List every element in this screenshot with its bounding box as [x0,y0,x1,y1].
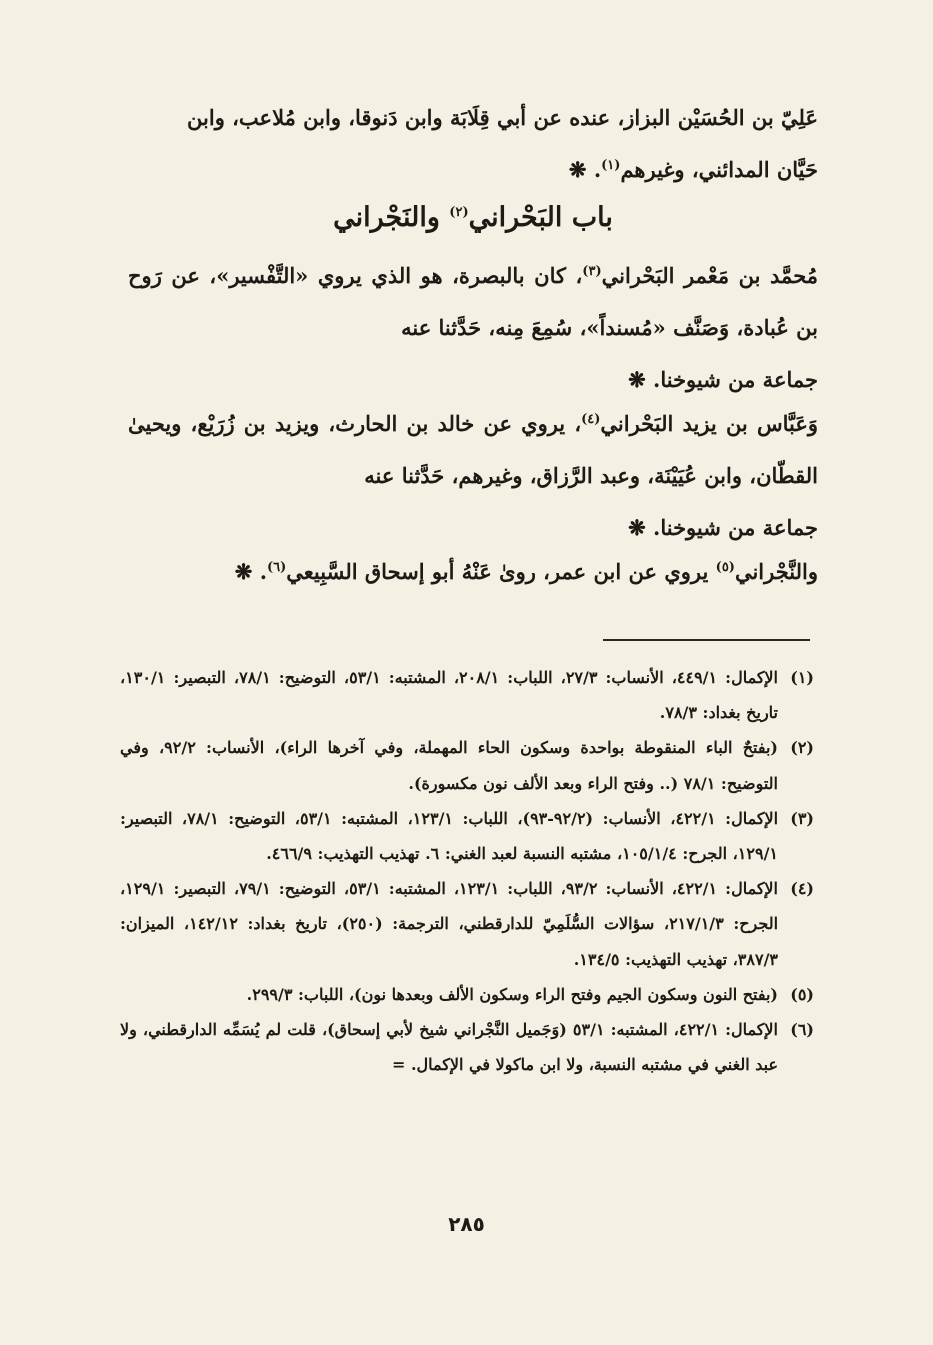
footnote-ref: (١) [601,158,621,173]
footnote-text: الإكمال: ٤٢٢/١، الأنساب: (٩٢/٢-٩٣)، اللباب: ١٢٣/١، المشتبه: ٥٣/١، التوضيح: ٧٨/١، التبصير: ١٢٩/١، الجرح: ١٠٥/١/٤، مشتبه النسبة لعبد الغني: ٦. تهذيب التهذيب: ٤٦٦/٩. [120,808,779,864]
footnote-ref: (٤) [581,412,601,427]
footnote-text: (بفتح النون وسكون الجيم وفتح الراء وسكون الألف وبعدها نون)، اللباب: ٢٩٩/٣. [246,984,778,1004]
footnote-ref: (٢) [449,205,469,220]
title-part: والنَجْراني [333,202,440,233]
footnote [120,871,814,977]
footnote-number: (٤) [790,879,814,899]
chapter-title [128,196,818,240]
footnote-number: (٥) [790,984,814,1004]
text: مُحمَّد بن مَعْمر البَحْراني [601,263,819,288]
text: ، كان بالبصرة، هو الذي يروي «التَّفْسير»، عن رَوح بن عُبادة، وَصَنَّف «مُسنداً»، سُمِعَ مِنه، حَدَّثنا عنه [128,263,818,340]
text: يروي عن ابن عمر، روىٰ عَنْهُ أبو إسحاق السَّبِيعي [286,559,716,584]
footnote-number: (١) [790,668,814,687]
footnote-number: (٣) [790,808,814,828]
text: . ❋ [234,559,267,584]
paragraph-abbas-ibn-yazid [128,398,818,554]
paragraph-muhammad-ibn-mamar [128,250,818,406]
footnote [120,801,814,871]
footnote [120,660,814,730]
footnote-ref: (٥) [715,560,735,575]
footnote-separator [603,639,810,641]
paragraph-line [128,144,818,196]
footnote [120,730,814,800]
footnote [120,1012,814,1082]
footnotes [120,660,814,1082]
footnote-ref: (٣) [582,264,602,279]
paragraph-line [128,546,818,598]
footnote-text: الإكمال: ٤٢٢/١، المشتبه: ٥٣/١ (وَجَميل النَّجْراني شيخ لأبي إسحاق)، قلت لم يُسَمِّه الدارقطني، ولا عبد الغني في مشتبه النسبة، ولا ابن ماكولا في الإكمال. = [120,1020,778,1075]
paragraph-line: جماعة من شيوخنا. ❋ [628,515,818,540]
paragraph-line: عَلِيّ بن الحُسَيْن البزاز، عنده عن أبي قِلَابَة وابن دَنوقا، وابن مُلاعب، وابن [187,105,818,130]
page-number: ٢٨٥ [448,1212,485,1236]
text: ، يروي عن خالد بن الحارث، ويزيد بن زُرَيْع، ويحيىٰ القطّان، وابن عُيَيْنَة، وعبد الرَّزاق، وغيرهم، حَدَّثنا عنه [128,411,818,488]
paragraph-body [128,250,818,354]
text: والنَّجْراني [734,559,818,584]
footnote-number: (٦) [790,1020,814,1040]
title-part: باب البَحْراني [468,202,613,233]
text: وَعَبَّاس بن يزيد البَحْراني [600,411,818,436]
text: حَيَّان المدائني، وغيرهم [620,157,818,182]
paragraph-ali-ibn-husayn [128,92,818,196]
footnote [120,977,814,1012]
paragraph-najrani [128,546,818,598]
footnote-text: (بفتحٌ الباء المنقوطة بواحدة وسكون الحاء المهملة، وفي آخرها الراء)، الأنساب: ٩٢/٢، وفي التوضيح: ٧٨/١ (.. وفتح الراء وبعد الألف نون مكسورة). [120,738,778,793]
text: . ❋ [568,157,602,182]
paragraph-body [128,398,818,502]
paragraph-line: جماعة من شيوخنا. ❋ [628,367,818,392]
footnote-number: (٢) [790,738,814,758]
footnote-ref: (٦) [267,560,287,575]
footnote-text: الإكمال: ٤٤٩/١، الأنساب: ٢٧/٣، اللباب: ٢٠٨/١، المشتبه: ٥٣/١، التوضيح: ٧٨/١، التبصير: ١٣٠/١، تاريخ بغداد: ٧٨/٣. [120,668,779,723]
footnote-text: الإكمال: ٤٢٢/١، الأنساب: ٩٣/٢، اللباب: ١٢٣/١، المشتبه: ٥٣/١، التوضيح: ٧٩/١، التبصير: ١٢٩/١، الجرح: ٢١٧/١/٣، سؤالات السُّلَمِيّ للدارقطني، الترجمة: (٢٥٠)، تاريخ بغداد: ١٤٢/١٢، الميزان: ٣٨٧/٣، تهذيب التهذيب: ١٣٤/٥. [120,879,779,969]
